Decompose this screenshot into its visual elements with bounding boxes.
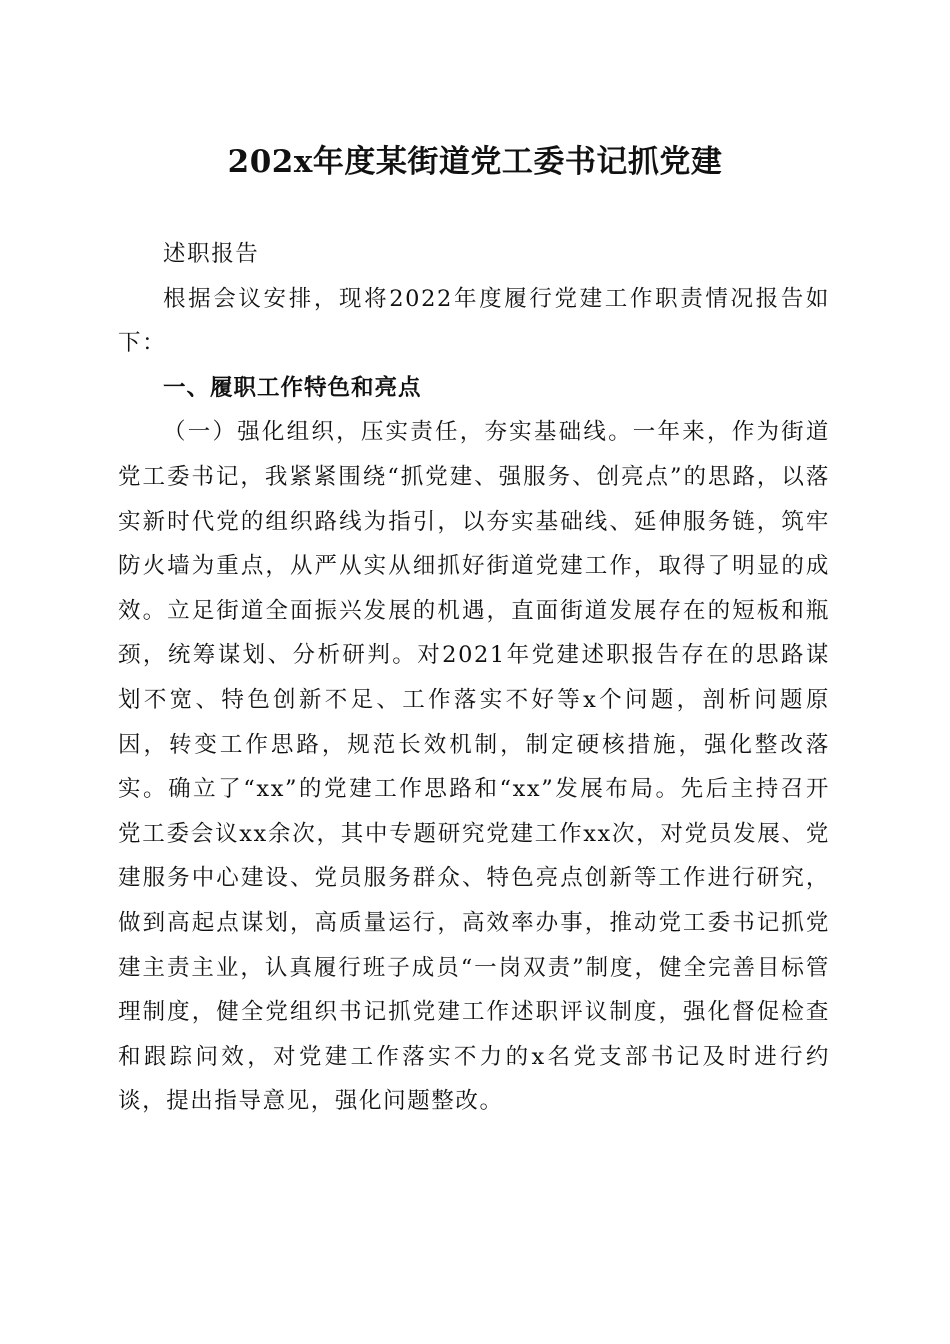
section-heading: 一、履职工作特色和亮点 — [163, 374, 422, 401]
document-title: 202x年度某街道党工委书记抓党建 — [227, 144, 723, 180]
document-subtitle: 述职报告 — [163, 241, 260, 267]
body-paragraph: （一）强化组织，压实责任，夯实基础线。一年来，作为街道党工委书记，我紧紧围绕“抓党建、强服务、创亮点”的思路，以落实新时代党的组织路线为指引，以夯实基础线、延伸服务链，筑牢防火墙为重点，从严从实从细抓好街道党建工作，取得了明显的成效。立足街道全面振兴发展的机遇，直面街道发展存在的短板和瓶颈，统筹谋划、分析研判。对2021年党建述职报告存在的思路谋划不宽、特色创新不足、工作落实不好等x个问题，剖析问题原因，转变工作思路，规范长效机制，制定硬核措施，强化整改落实。确立了“xx”的党建工作思路和“xx”发展布局。先后主持召开党工委会议xx余次，其中专题研究党建工作xx次，对党员发展、党建服务中心建设、党员服务群众、特色亮点创新等工作进行研究，做到高起点谋划，高质量运行，高效率办事，推动党工委书记抓党建主责主业，认真履行班子成员“一岗双责”制度，健全完善目标管理制度，健全党组织书记抓党建工作述职评议制度，强化督促检查和跟踪问效，对党建工作落实不力的x名党支部书记及时进行约谈，提出指导意见，强化问题整改。 — [118, 419, 830, 1115]
document-body — [118, 232, 830, 1124]
intro-paragraph: 根据会议安排，现将2022年度履行党建工作职责情况报告如下： — [118, 285, 830, 357]
